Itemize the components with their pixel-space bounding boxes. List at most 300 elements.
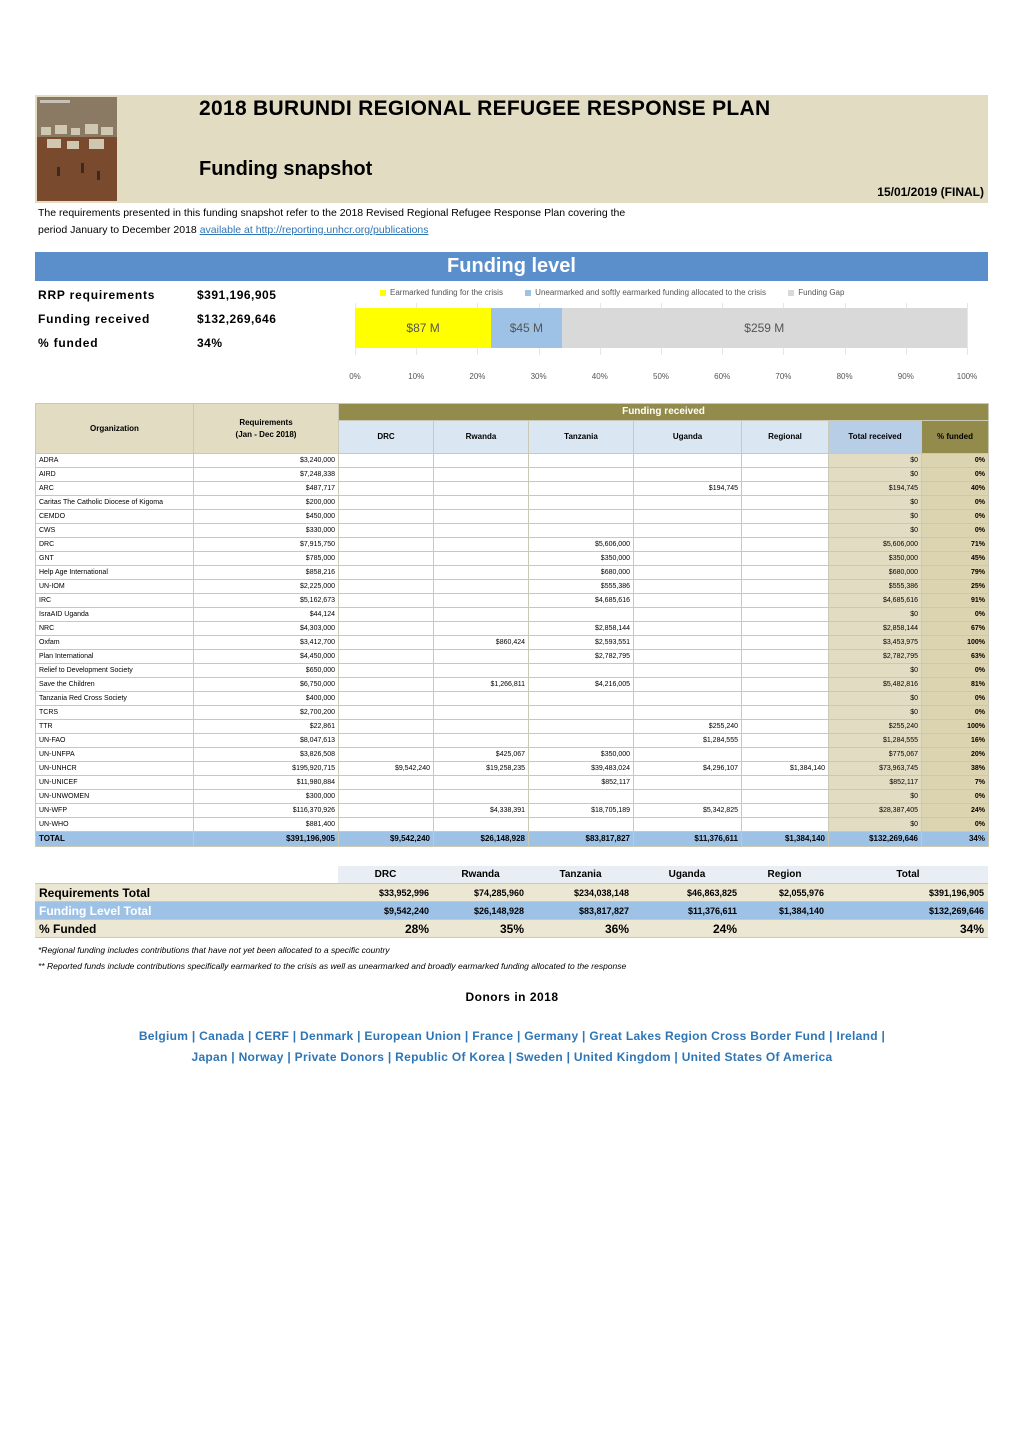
amount-cell: $3,412,700 [194, 636, 339, 650]
amount-cell: $4,296,107 [634, 762, 742, 776]
summary-value-cell: $26,148,928 [433, 902, 528, 920]
footnote-reported-funds: ** Reported funds include contributions specifically earmarked to the crisis as well as unearmarked and broadly earmarked funding allocated to the response [38, 961, 627, 971]
table-row [36, 678, 989, 692]
amount-cell [742, 580, 829, 594]
total-received-cell: $0 [829, 664, 922, 678]
percent-funded-cell: 40% [922, 482, 989, 496]
total-received-cell: $0 [829, 608, 922, 622]
amount-cell [339, 650, 434, 664]
x-tick-label: 30% [530, 372, 547, 381]
amount-cell: $2,225,000 [194, 580, 339, 594]
amount-cell [634, 664, 742, 678]
amount-cell [634, 566, 742, 580]
col-header-tanzania: Tanzania [529, 421, 634, 454]
summary-header-region: Region [741, 866, 828, 884]
total-received-cell: $5,482,816 [829, 678, 922, 692]
amount-cell: $1,266,811 [434, 678, 529, 692]
summary-row [35, 902, 988, 920]
table-row [36, 538, 989, 552]
amount-cell: $2,593,551 [529, 636, 634, 650]
amount-cell [339, 678, 434, 692]
total-received-cell: $4,685,616 [829, 594, 922, 608]
amount-cell: $400,000 [194, 692, 339, 706]
x-tick-label: 50% [652, 372, 670, 381]
amount-cell [742, 650, 829, 664]
amount-cell [339, 552, 434, 566]
amount-cell [434, 720, 529, 734]
amount-cell [634, 580, 742, 594]
x-tick-label: 60% [714, 372, 731, 381]
amount-cell [529, 692, 634, 706]
total-received-cell: $3,453,975 [829, 636, 922, 650]
total-received-cell: $5,606,000 [829, 538, 922, 552]
publications-link[interactable]: available at http://reporting.unhcr.org/publications [199, 224, 429, 236]
org-name-cell: AIRD [36, 468, 194, 482]
amount-cell [742, 468, 829, 482]
amount-cell [339, 734, 434, 748]
amount-cell [339, 636, 434, 650]
amount-cell [742, 608, 829, 622]
x-tick-label: 40% [591, 372, 608, 381]
summary-value-cell: $11,376,611 [633, 902, 741, 920]
amount-cell: $195,920,715 [194, 762, 339, 776]
amount-cell [339, 608, 434, 622]
percent-funded-value: 34% [197, 336, 223, 350]
amount-cell [634, 496, 742, 510]
percent-funded-cell: 20% [922, 748, 989, 762]
funding-stacked-bar [355, 308, 967, 348]
amount-cell: $4,338,391 [434, 804, 529, 818]
table-row [36, 692, 989, 706]
org-name-cell: DRC [36, 538, 194, 552]
percent-funded-cell: 100% [922, 720, 989, 734]
amount-cell [742, 818, 829, 832]
amount-cell [339, 720, 434, 734]
legend-swatch [525, 290, 531, 296]
org-name-cell: TTR [36, 720, 194, 734]
percent-funded-cell: 100% [922, 636, 989, 650]
amount-cell [339, 748, 434, 762]
amount-cell [742, 776, 829, 790]
org-name-cell: Save the Children [36, 678, 194, 692]
summary-value-cell: 28% [338, 920, 433, 938]
org-name-cell: CWS [36, 524, 194, 538]
org-name-cell: UN-WFP [36, 804, 194, 818]
summary-row-label: Funding Level Total [35, 902, 338, 920]
org-name-cell: IsraAID Uganda [36, 608, 194, 622]
percent-funded-label: % funded [38, 336, 99, 350]
org-name-cell: CEMDO [36, 510, 194, 524]
amount-cell [434, 510, 529, 524]
amount-cell: $194,745 [634, 482, 742, 496]
percent-funded-cell: 16% [922, 734, 989, 748]
amount-cell [742, 664, 829, 678]
summary-value-cell: 36% [528, 920, 633, 938]
amount-cell [529, 664, 634, 678]
total-amount-cell: $1,384,140 [742, 832, 829, 847]
total-amount-cell: $83,817,827 [529, 832, 634, 847]
amount-cell [529, 468, 634, 482]
amount-cell [339, 580, 434, 594]
percent-funded-cell: 0% [922, 468, 989, 482]
amount-cell: $9,542,240 [339, 762, 434, 776]
table-row [36, 594, 989, 608]
org-name-cell: GNT [36, 552, 194, 566]
legend-label: Unearmarked and softly earmarked funding allocated to the crisis [535, 288, 766, 297]
org-name-cell: UN-UNICEF [36, 776, 194, 790]
amount-cell [634, 608, 742, 622]
amount-cell [339, 804, 434, 818]
legend-label: Earmarked funding for the crisis [390, 288, 503, 297]
donors-list [50, 1026, 974, 1068]
amount-cell: $425,067 [434, 748, 529, 762]
total-received-cell: $680,000 [829, 566, 922, 580]
amount-cell: $487,717 [194, 482, 339, 496]
bar-segment [491, 308, 561, 348]
amount-cell [634, 706, 742, 720]
amount-cell [742, 706, 829, 720]
amount-cell [434, 454, 529, 468]
amount-cell: $881,400 [194, 818, 339, 832]
table-row [36, 664, 989, 678]
amount-cell [742, 496, 829, 510]
footnote-regional: *Regional funding includes contributions that have not yet been allocated to a specific country [38, 945, 390, 955]
table-row [36, 496, 989, 510]
table-row [36, 720, 989, 734]
amount-cell [634, 636, 742, 650]
org-name-cell: Caritas The Catholic Diocese of Kigoma [36, 496, 194, 510]
total-row [36, 832, 989, 847]
amount-cell [742, 524, 829, 538]
summary-header-blank [35, 866, 338, 884]
amount-cell: $1,284,555 [634, 734, 742, 748]
amount-cell [339, 482, 434, 496]
amount-cell: $785,000 [194, 552, 339, 566]
amount-cell [634, 622, 742, 636]
amount-cell [339, 594, 434, 608]
amount-cell [434, 790, 529, 804]
org-name-cell: Oxfam [36, 636, 194, 650]
donors-line-1: Belgium | Canada | CERF | Denmark | European Union | France | Germany | Great Lakes Region Cross Border Fund | Ireland | [138, 1029, 886, 1043]
org-name-cell: ARC [36, 482, 194, 496]
donors-title: Donors in 2018 [465, 990, 559, 1004]
table-row [36, 608, 989, 622]
amount-cell: $5,342,825 [634, 804, 742, 818]
amount-cell [529, 734, 634, 748]
percent-funded-cell: 0% [922, 818, 989, 832]
total-received-cell: $0 [829, 454, 922, 468]
amount-cell [434, 552, 529, 566]
amount-cell: $860,424 [434, 636, 529, 650]
amount-cell: $4,450,000 [194, 650, 339, 664]
amount-cell [742, 720, 829, 734]
table-row [36, 566, 989, 580]
total-received-cell: $0 [829, 818, 922, 832]
total-received-cell: $28,387,405 [829, 804, 922, 818]
amount-cell [634, 776, 742, 790]
amount-cell [434, 538, 529, 552]
chart-legend [380, 288, 864, 297]
amount-cell [742, 538, 829, 552]
percent-funded-cell: 81% [922, 678, 989, 692]
amount-cell [529, 482, 634, 496]
amount-cell [434, 524, 529, 538]
total-received-cell: $0 [829, 524, 922, 538]
amount-cell [634, 678, 742, 692]
org-name-cell: UN-UNWOMEN [36, 790, 194, 804]
amount-cell [634, 524, 742, 538]
percent-funded-cell: 0% [922, 454, 989, 468]
amount-cell: $4,685,616 [529, 594, 634, 608]
funding-level-banner: Funding level [35, 252, 988, 281]
amount-cell [339, 538, 434, 552]
amount-cell [742, 552, 829, 566]
summary-value-cell: $33,952,996 [338, 884, 433, 902]
percent-funded-cell: 0% [922, 706, 989, 720]
amount-cell [339, 468, 434, 482]
amount-cell [434, 594, 529, 608]
amount-cell [339, 664, 434, 678]
percent-funded-cell: 25% [922, 580, 989, 594]
amount-cell [339, 510, 434, 524]
amount-cell [434, 818, 529, 832]
summary-value-cell: $234,038,148 [528, 884, 633, 902]
amount-cell [339, 496, 434, 510]
amount-cell [339, 566, 434, 580]
total-received-cell: $2,782,795 [829, 650, 922, 664]
amount-cell: $200,000 [194, 496, 339, 510]
amount-cell [634, 454, 742, 468]
total-received-cell: $2,858,144 [829, 622, 922, 636]
amount-cell [634, 650, 742, 664]
funding-received-value: $132,269,646 [197, 312, 277, 326]
org-name-cell: Tanzania Red Cross Society [36, 692, 194, 706]
amount-cell [742, 748, 829, 762]
summary-header-drc: DRC [338, 866, 433, 884]
amount-cell: $852,117 [529, 776, 634, 790]
amount-cell: $116,370,926 [194, 804, 339, 818]
page-title: 2018 BURUNDI REGIONAL REFUGEE RESPONSE PLAN [199, 97, 771, 120]
intro-line-1: The requirements presented in this funding snapshot refer to the 2018 Revised Regional Refugee Response Plan covering the [38, 207, 626, 219]
total-received-cell: $350,000 [829, 552, 922, 566]
amount-cell: $44,124 [194, 608, 339, 622]
amount-cell [339, 776, 434, 790]
total-received-cell: $555,386 [829, 580, 922, 594]
amount-cell: $450,000 [194, 510, 339, 524]
amount-cell [529, 818, 634, 832]
requirements-header-line2: (Jan - Dec 2018) [235, 429, 297, 439]
amount-cell [529, 496, 634, 510]
amount-cell: $3,240,000 [194, 454, 339, 468]
amount-cell: $7,248,338 [194, 468, 339, 482]
amount-cell: $5,606,000 [529, 538, 634, 552]
rrp-requirements-label: RRP requirements [38, 288, 156, 302]
summary-header-rwanda: Rwanda [433, 866, 528, 884]
bar-segment [355, 308, 491, 348]
total-received-cell: $852,117 [829, 776, 922, 790]
table-row [36, 468, 989, 482]
col-header-organization: Organization [36, 404, 194, 454]
bar-segment [562, 308, 967, 348]
org-name-cell: TCRS [36, 706, 194, 720]
summary-value-cell [741, 920, 828, 938]
amount-cell [742, 482, 829, 496]
table-row [36, 524, 989, 538]
amount-cell: $680,000 [529, 566, 634, 580]
org-name-cell: Plan International [36, 650, 194, 664]
summary-value-cell: $391,196,905 [828, 884, 988, 902]
col-header-total-received: Total received [829, 421, 922, 454]
total-received-cell: $0 [829, 496, 922, 510]
amount-cell [434, 622, 529, 636]
table-row [36, 510, 989, 524]
legend-swatch [380, 290, 386, 296]
summary-row-label: % Funded [35, 920, 338, 938]
percent-funded-cell: 0% [922, 664, 989, 678]
total-received-cell: $0 [829, 692, 922, 706]
legend-item-unearmarked [525, 288, 766, 297]
percent-funded-cell: 63% [922, 650, 989, 664]
summary-row [35, 884, 988, 902]
amount-cell [434, 776, 529, 790]
funding-received-label: Funding received [38, 312, 151, 326]
amount-cell: $2,858,144 [529, 622, 634, 636]
table-row [36, 804, 989, 818]
amount-cell [434, 706, 529, 720]
amount-cell [634, 594, 742, 608]
summary-row [35, 920, 988, 938]
summary-value-cell: $2,055,976 [741, 884, 828, 902]
org-name-cell: UN-FAO [36, 734, 194, 748]
amount-cell [434, 496, 529, 510]
amount-cell [339, 524, 434, 538]
summary-value-cell: $132,269,646 [828, 902, 988, 920]
org-name-cell: UN-WHO [36, 818, 194, 832]
amount-cell [742, 692, 829, 706]
total-amount-cell: $391,196,905 [194, 832, 339, 847]
amount-cell: $255,240 [634, 720, 742, 734]
amount-cell [434, 734, 529, 748]
amount-cell [742, 566, 829, 580]
total-amount-cell: $9,542,240 [339, 832, 434, 847]
amount-cell [634, 552, 742, 566]
total-amount-cell: $132,269,646 [829, 832, 922, 847]
amount-cell [529, 790, 634, 804]
percent-funded-cell: 0% [922, 790, 989, 804]
amount-cell [742, 804, 829, 818]
org-name-cell: ADRA [36, 454, 194, 468]
table-row [36, 762, 989, 776]
amount-cell: $19,258,235 [434, 762, 529, 776]
intro-line-2: period January to December 2018 [38, 224, 197, 236]
amount-cell [339, 790, 434, 804]
percent-funded-cell: 0% [922, 692, 989, 706]
amount-cell [529, 524, 634, 538]
amount-cell [434, 664, 529, 678]
summary-header-uganda: Uganda [633, 866, 741, 884]
percent-funded-cell: 0% [922, 510, 989, 524]
percent-funded-cell: 38% [922, 762, 989, 776]
amount-cell [742, 678, 829, 692]
amount-cell [742, 622, 829, 636]
amount-cell: $350,000 [529, 552, 634, 566]
amount-cell: $858,216 [194, 566, 339, 580]
amount-cell [634, 748, 742, 762]
amount-cell [742, 790, 829, 804]
table-row [36, 818, 989, 832]
percent-funded-cell: 71% [922, 538, 989, 552]
percent-funded-cell: 45% [922, 552, 989, 566]
total-amount-cell: $26,148,928 [434, 832, 529, 847]
total-label-cell: TOTAL [36, 832, 194, 847]
amount-cell: $1,384,140 [742, 762, 829, 776]
bar-segment-label: $45 M [509, 321, 544, 335]
report-date: 15/01/2019 (FINAL) [877, 185, 984, 199]
summary-value-cell: 35% [433, 920, 528, 938]
table-row [36, 650, 989, 664]
total-received-cell: $0 [829, 790, 922, 804]
amount-cell: $4,216,005 [529, 678, 634, 692]
org-name-cell: NRC [36, 622, 194, 636]
donors-line-2: Japan | Norway | Private Donors | Republic Of Korea | Sweden | United Kingdom | United States Of America [191, 1050, 833, 1064]
x-tick-label: 10% [408, 372, 425, 381]
gridline [967, 303, 968, 355]
table-row [36, 552, 989, 566]
amount-cell: $350,000 [529, 748, 634, 762]
col-header-funding-received: Funding received [339, 404, 989, 421]
summary-header-total: Total [828, 866, 988, 884]
percent-funded-cell: 0% [922, 524, 989, 538]
col-header-regional: Regional [742, 421, 829, 454]
amount-cell: $5,162,673 [194, 594, 339, 608]
amount-cell [634, 818, 742, 832]
x-tick-label: 90% [897, 372, 914, 381]
col-header-requirements [194, 404, 339, 454]
legend-label: Funding Gap [798, 288, 845, 297]
org-name-cell: UN-UNHCR [36, 762, 194, 776]
legend-swatch [788, 290, 794, 296]
percent-funded-cell: 0% [922, 496, 989, 510]
summary-value-cell: $1,384,140 [741, 902, 828, 920]
x-tick-label: 70% [775, 372, 792, 381]
amount-cell [742, 454, 829, 468]
x-tick-label: 80% [836, 372, 853, 381]
percent-funded-cell: 67% [922, 622, 989, 636]
amount-cell [742, 734, 829, 748]
table-row [36, 748, 989, 762]
rrp-requirements-value: $391,196,905 [197, 288, 277, 302]
amount-cell: $8,047,613 [194, 734, 339, 748]
organization-funding-table [35, 403, 989, 847]
amount-cell [434, 608, 529, 622]
amount-cell: $650,000 [194, 664, 339, 678]
requirements-header-line1: Requirements [239, 417, 293, 427]
amount-cell [742, 510, 829, 524]
org-name-cell: Relief to Development Society [36, 664, 194, 678]
amount-cell: $2,700,200 [194, 706, 339, 720]
amount-cell [434, 580, 529, 594]
amount-cell [529, 510, 634, 524]
summary-row-label: Requirements Total [35, 884, 338, 902]
total-amount-cell: $11,376,611 [634, 832, 742, 847]
amount-cell [634, 468, 742, 482]
table-row [36, 790, 989, 804]
amount-cell: $22,861 [194, 720, 339, 734]
total-received-cell: $0 [829, 706, 922, 720]
amount-cell [634, 510, 742, 524]
amount-cell: $6,750,000 [194, 678, 339, 692]
amount-cell [434, 468, 529, 482]
